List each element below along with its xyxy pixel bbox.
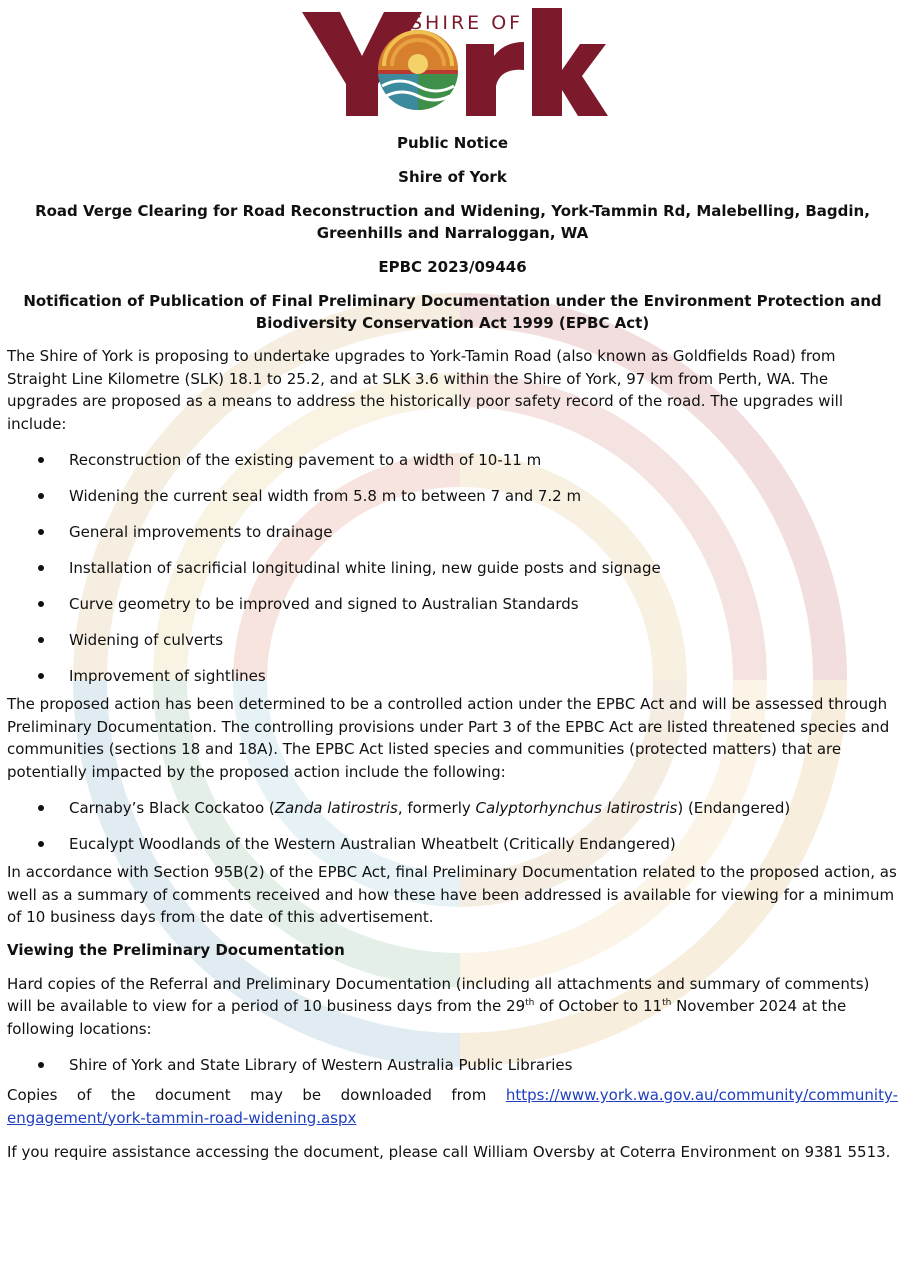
viewing-text-c: November 2024 at the following locations: bbox=[7, 997, 847, 1038]
upgrades-list bbox=[7, 449, 898, 701]
list-item-cockatoo bbox=[7, 797, 898, 833]
cockatoo-scientific-name: Zanda latirostris bbox=[274, 799, 398, 817]
notification-heading: Notification of Publication of Final Preliminary Documentation under the Environment Protection and Biodiversity Conservation Act 1999 (EPBC Act) bbox=[23, 292, 882, 332]
locations-list bbox=[7, 1054, 898, 1090]
list-item-woodlands: Eucalypt Woodlands of the Western Australian Wheatbelt (Critically Endangered) bbox=[7, 833, 898, 869]
shire-name-heading: Shire of York bbox=[398, 168, 507, 186]
list-item: General improvements to drainage bbox=[7, 521, 898, 557]
assistance-paragraph: If you require assistance accessing the document, please call William Oversby at Coterra Environment on 9381 5513. bbox=[7, 1143, 891, 1161]
list-item: Reconstruction of the existing pavement to a width of 10-11 m bbox=[7, 449, 898, 485]
cockatoo-text-prefix: Carnaby’s Black Cockatoo ( bbox=[69, 799, 275, 817]
cockatoo-text-suffix: ) (Endangered) bbox=[677, 799, 791, 817]
list-item: Widening of culverts bbox=[7, 629, 898, 665]
section-95b-paragraph: In accordance with Section 95B(2) of the EPBC Act, final Preliminary Documentation related to the proposed action, as well as a summary of comments received and how these have been addressed is available for viewing for a minimum of 10 business days from the date of this advertisement. bbox=[7, 863, 897, 926]
cockatoo-former-scientific-name: Calyptorhynchus latirostris bbox=[475, 799, 678, 817]
list-item: Widening the current seal width from 5.8 m to between 7 and 7.2 m bbox=[7, 485, 898, 521]
list-item: Installation of sacrificial longitudinal white lining, new guide posts and signage bbox=[7, 557, 898, 593]
list-item-location: Shire of York and State Library of Western Australia Public Libraries bbox=[7, 1054, 898, 1090]
logo-shire-of-text: SHIRE OF bbox=[410, 12, 524, 34]
list-item: Curve geometry to be improved and signed to Australian Standards bbox=[7, 593, 898, 629]
epbc-reference: EPBC 2023/09446 bbox=[378, 258, 527, 276]
download-paragraph bbox=[7, 1084, 898, 1129]
download-link[interactable]: https://www.york.wa.gov.au/community/community-engagement/york-tammin-road-widening.aspx bbox=[7, 1086, 898, 1127]
download-text: Copies of the document may be downloaded from bbox=[7, 1086, 506, 1104]
viewing-heading: Viewing the Preliminary Documentation bbox=[7, 940, 345, 959]
project-title: Road Verge Clearing for Road Reconstruction and Widening, York-Tammin Rd, Malebelling, Bagdin, Greenhills and Narraloggan, WA bbox=[35, 202, 870, 242]
list-item: Improvement of sightlines bbox=[7, 665, 898, 701]
public-notice-title: Public Notice bbox=[396, 134, 509, 152]
intro-paragraph: The Shire of York is proposing to undertake upgrades to York-Tamin Road (also known as Goldfields Road) from Straight Line Kilometre (SLK) 18.1 to 25.2, and at SLK 3.6 within the Shire of York, 97 km from Perth, WA. The upgrades are proposed as a means to address the historically poor safety record of the road. The upgrades will include: bbox=[7, 347, 843, 433]
ordinal-suffix: th bbox=[525, 998, 535, 1008]
shire-of-york-logo bbox=[300, 4, 610, 124]
protected-matters-list bbox=[7, 797, 898, 869]
viewing-text-b: of October to 11 bbox=[534, 997, 663, 1015]
ordinal-suffix: th bbox=[662, 998, 672, 1008]
viewing-paragraph bbox=[7, 973, 898, 1041]
cockatoo-text-mid: , formerly bbox=[397, 799, 476, 817]
viewing-text-a: Hard copies of the Referral and Preliminary Documentation (including all attachments and summary of comments) will be available to view for a period of 10 business days from the 29 bbox=[7, 974, 870, 1015]
controlled-action-paragraph: The proposed action has been determined to be a controlled action under the EPBC Act and will be assessed through Preliminary Documentation. The controlling provisions under Part 3 of the EPBC Act are listed threatened species and communities (sections 18 and 18A). The EPBC Act listed species and communities (protected matters) that are potentially impacted by the proposed action include the following: bbox=[7, 695, 890, 781]
